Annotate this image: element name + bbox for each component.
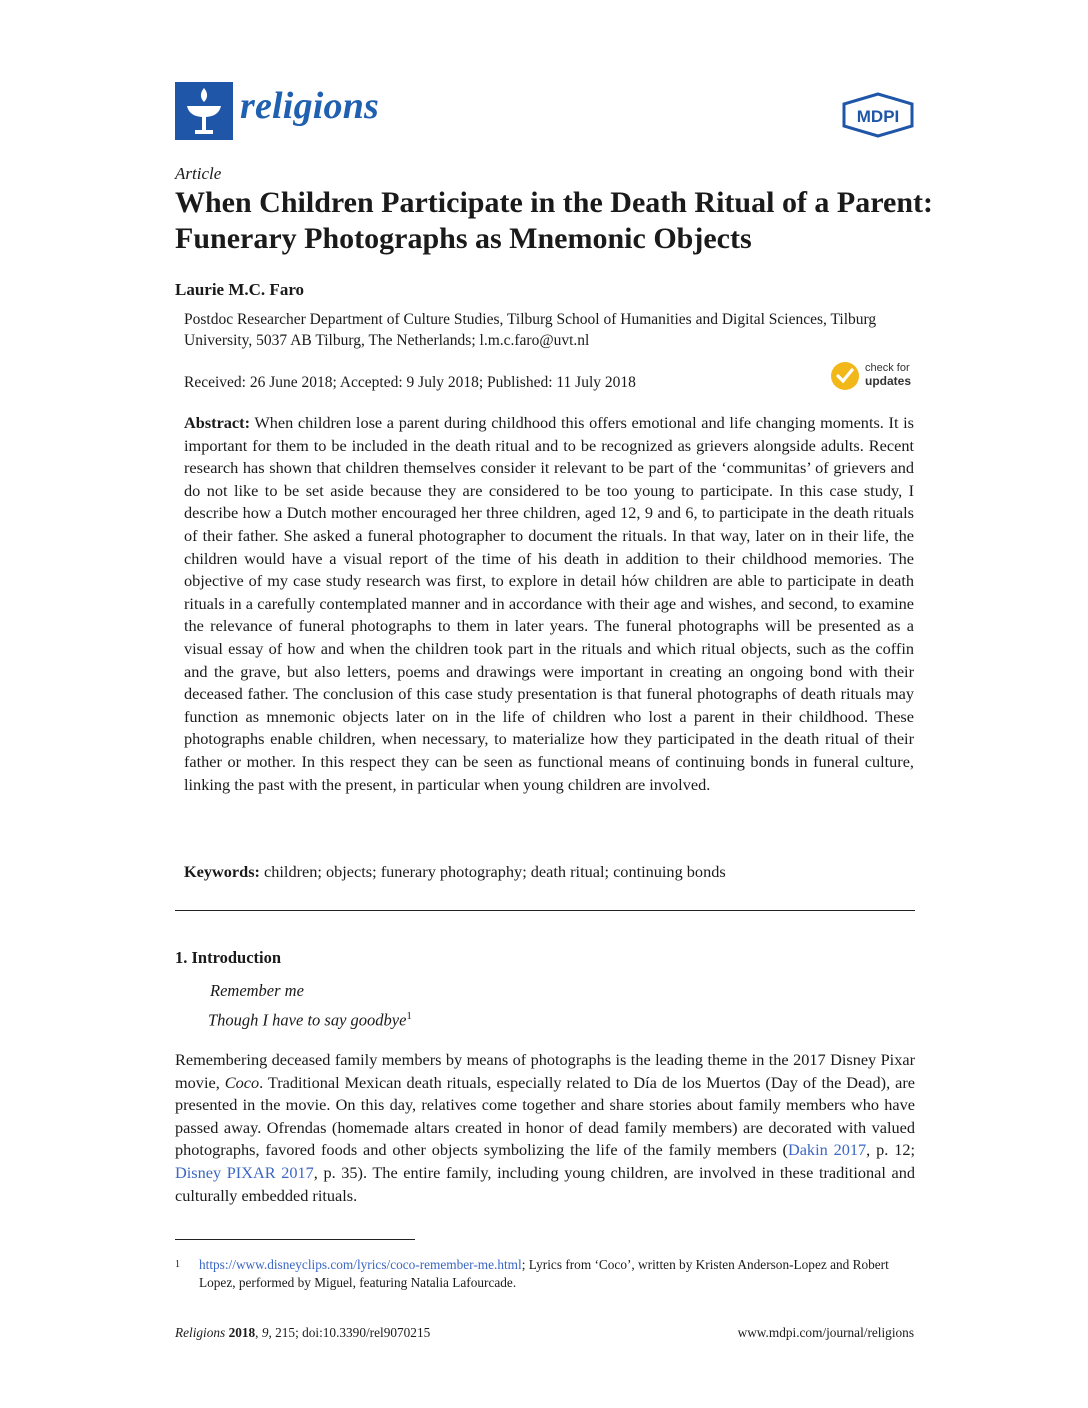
author-name: Laurie M.C. Faro <box>175 280 305 299</box>
publication-dates: Received: 26 June 2018; Accepted: 9 July 2018; Published: 11 July 2018 <box>184 374 636 391</box>
reference-link-disney[interactable]: Disney PIXAR 2017 <box>175 1162 314 1182</box>
journal-logo <box>175 82 233 140</box>
publisher-logo-text: MDPI <box>856 107 900 126</box>
journal-name: religions <box>240 85 380 127</box>
author-affiliation: Postdoc Researcher Department of Culture Studies, Tilburg School of Humanities and Digital Sciences, Tilburg University, 5037 AB Tilburg, The Netherlands; l.m.c.faro@uvt.nl <box>184 311 877 349</box>
quote-line-2-text: Though I have to say goodbye <box>208 1010 407 1030</box>
footnote-mark[interactable]: 1 <box>406 1010 412 1022</box>
footnote <box>175 1256 915 1292</box>
publisher-logo <box>842 92 914 138</box>
intro-paragraph: Remembering deceased family members by means of photographs is the leading theme in the 2017 Disney Pixar movie, Coco. Traditional Mexican death rituals, especially related to Día de los Muertos (Day of the Dead), are presented in the movie. On this day, relatives come together and share stories about family members who have passed away. Ofrendas (homemade altars created in honor of dead family members) are decorated with valued photographs, favored foods and other objects symbolizing the life of the family members (Dakin 2017, p. 12; Disney PIXAR 2017, p. 35). The entire family, including young children, are involved in these traditional and culturally embedded rituals. <box>175 1050 915 1205</box>
chalice-icon <box>175 82 233 140</box>
reference-link-dakin[interactable]: Dakin 2017 <box>787 1140 867 1160</box>
check-for-updates-badge[interactable] <box>830 361 920 393</box>
section-heading: 1. Introduction <box>175 948 282 967</box>
keywords-text: children; objects; funerary photography; death ritual; continuing bonds <box>264 862 726 881</box>
quote-line-2 <box>208 1010 412 1031</box>
abstract-label: Abstract: <box>184 413 251 432</box>
movie-title: Coco <box>224 1072 260 1092</box>
journal-url[interactable]: www.mdpi.com/journal/religions <box>737 1325 914 1340</box>
check-updates-line2: updates <box>865 374 912 388</box>
keywords <box>184 862 914 882</box>
article-type: Article <box>175 164 222 183</box>
quote-line-1: Remember me <box>210 981 304 1000</box>
check-updates-line1: check for <box>865 362 910 374</box>
checkmark-icon <box>830 361 860 391</box>
section-divider <box>175 910 915 911</box>
keywords-label: Keywords: <box>184 862 260 881</box>
abstract <box>184 412 914 796</box>
footnote-number: 1 <box>175 1259 180 1270</box>
abstract-text: When children lose a parent during childhood this offers emotional and life changing moments. It is important for them to be included in the death ritual and to be recognized as grievers alongside adults. Recent research has shown that children themselves consider it relevant to be part of the ‘communitas’ of grievers and do not like to be set aside because they are considered to be too young to participate. In this case study, I describe how a Dutch mother encouraged her three children, aged 12, 9 and 6, to participate in the death rituals of their father. She asked a funeral photographer to document the rituals. In that way, later on in their life, the children would have a visual report of the time of his death in addition to their childhood memories. The objective of my case study research was first, to explore in detail hów children are able to participate in death rituals in a carefully contemplated manner and in accordance with their age and wishes, and second, to examine the relevance of funeral photographs to them in later years. The funeral photographs will be presented as a visual essay of how and when the children took part in the rituals and which ritual objects, such as the coffin and the grave, but also letters, poems and drawings were important in creating an ongoing bond with their deceased father. The conclusion of this case study presentation is that funeral photographs of death rituals may function as mnemonic objects later on in the life of children who lost a parent in their childhood. These photographs enable children, when necessary, to materialize how they participated in the death ritual of their father or mother. In this respect they can be seen as functional means of continuing bonds in funeral culture, linking the past with the present, in particular when young children are involved. <box>184 413 914 794</box>
footnote-url-link[interactable]: https://www.disneyclips.com/lyrics/coco-remember-me.html <box>199 1257 522 1272</box>
footnote-text: ; Lyrics from ‘Coco’, written by Kristen Anderson-Lopez and Robert Lopez, performed by Miguel, featuring Natalia Lafourcade. <box>199 1257 889 1290</box>
citation-footer: Religions 2018, 9, 215; doi:10.3390/rel9070215 <box>175 1325 431 1340</box>
article-title: When Children Participate in the Death Ritual of a Parent: Funerary Photographs as Mnemonic Objects <box>175 186 934 255</box>
footnote-divider <box>175 1239 415 1240</box>
